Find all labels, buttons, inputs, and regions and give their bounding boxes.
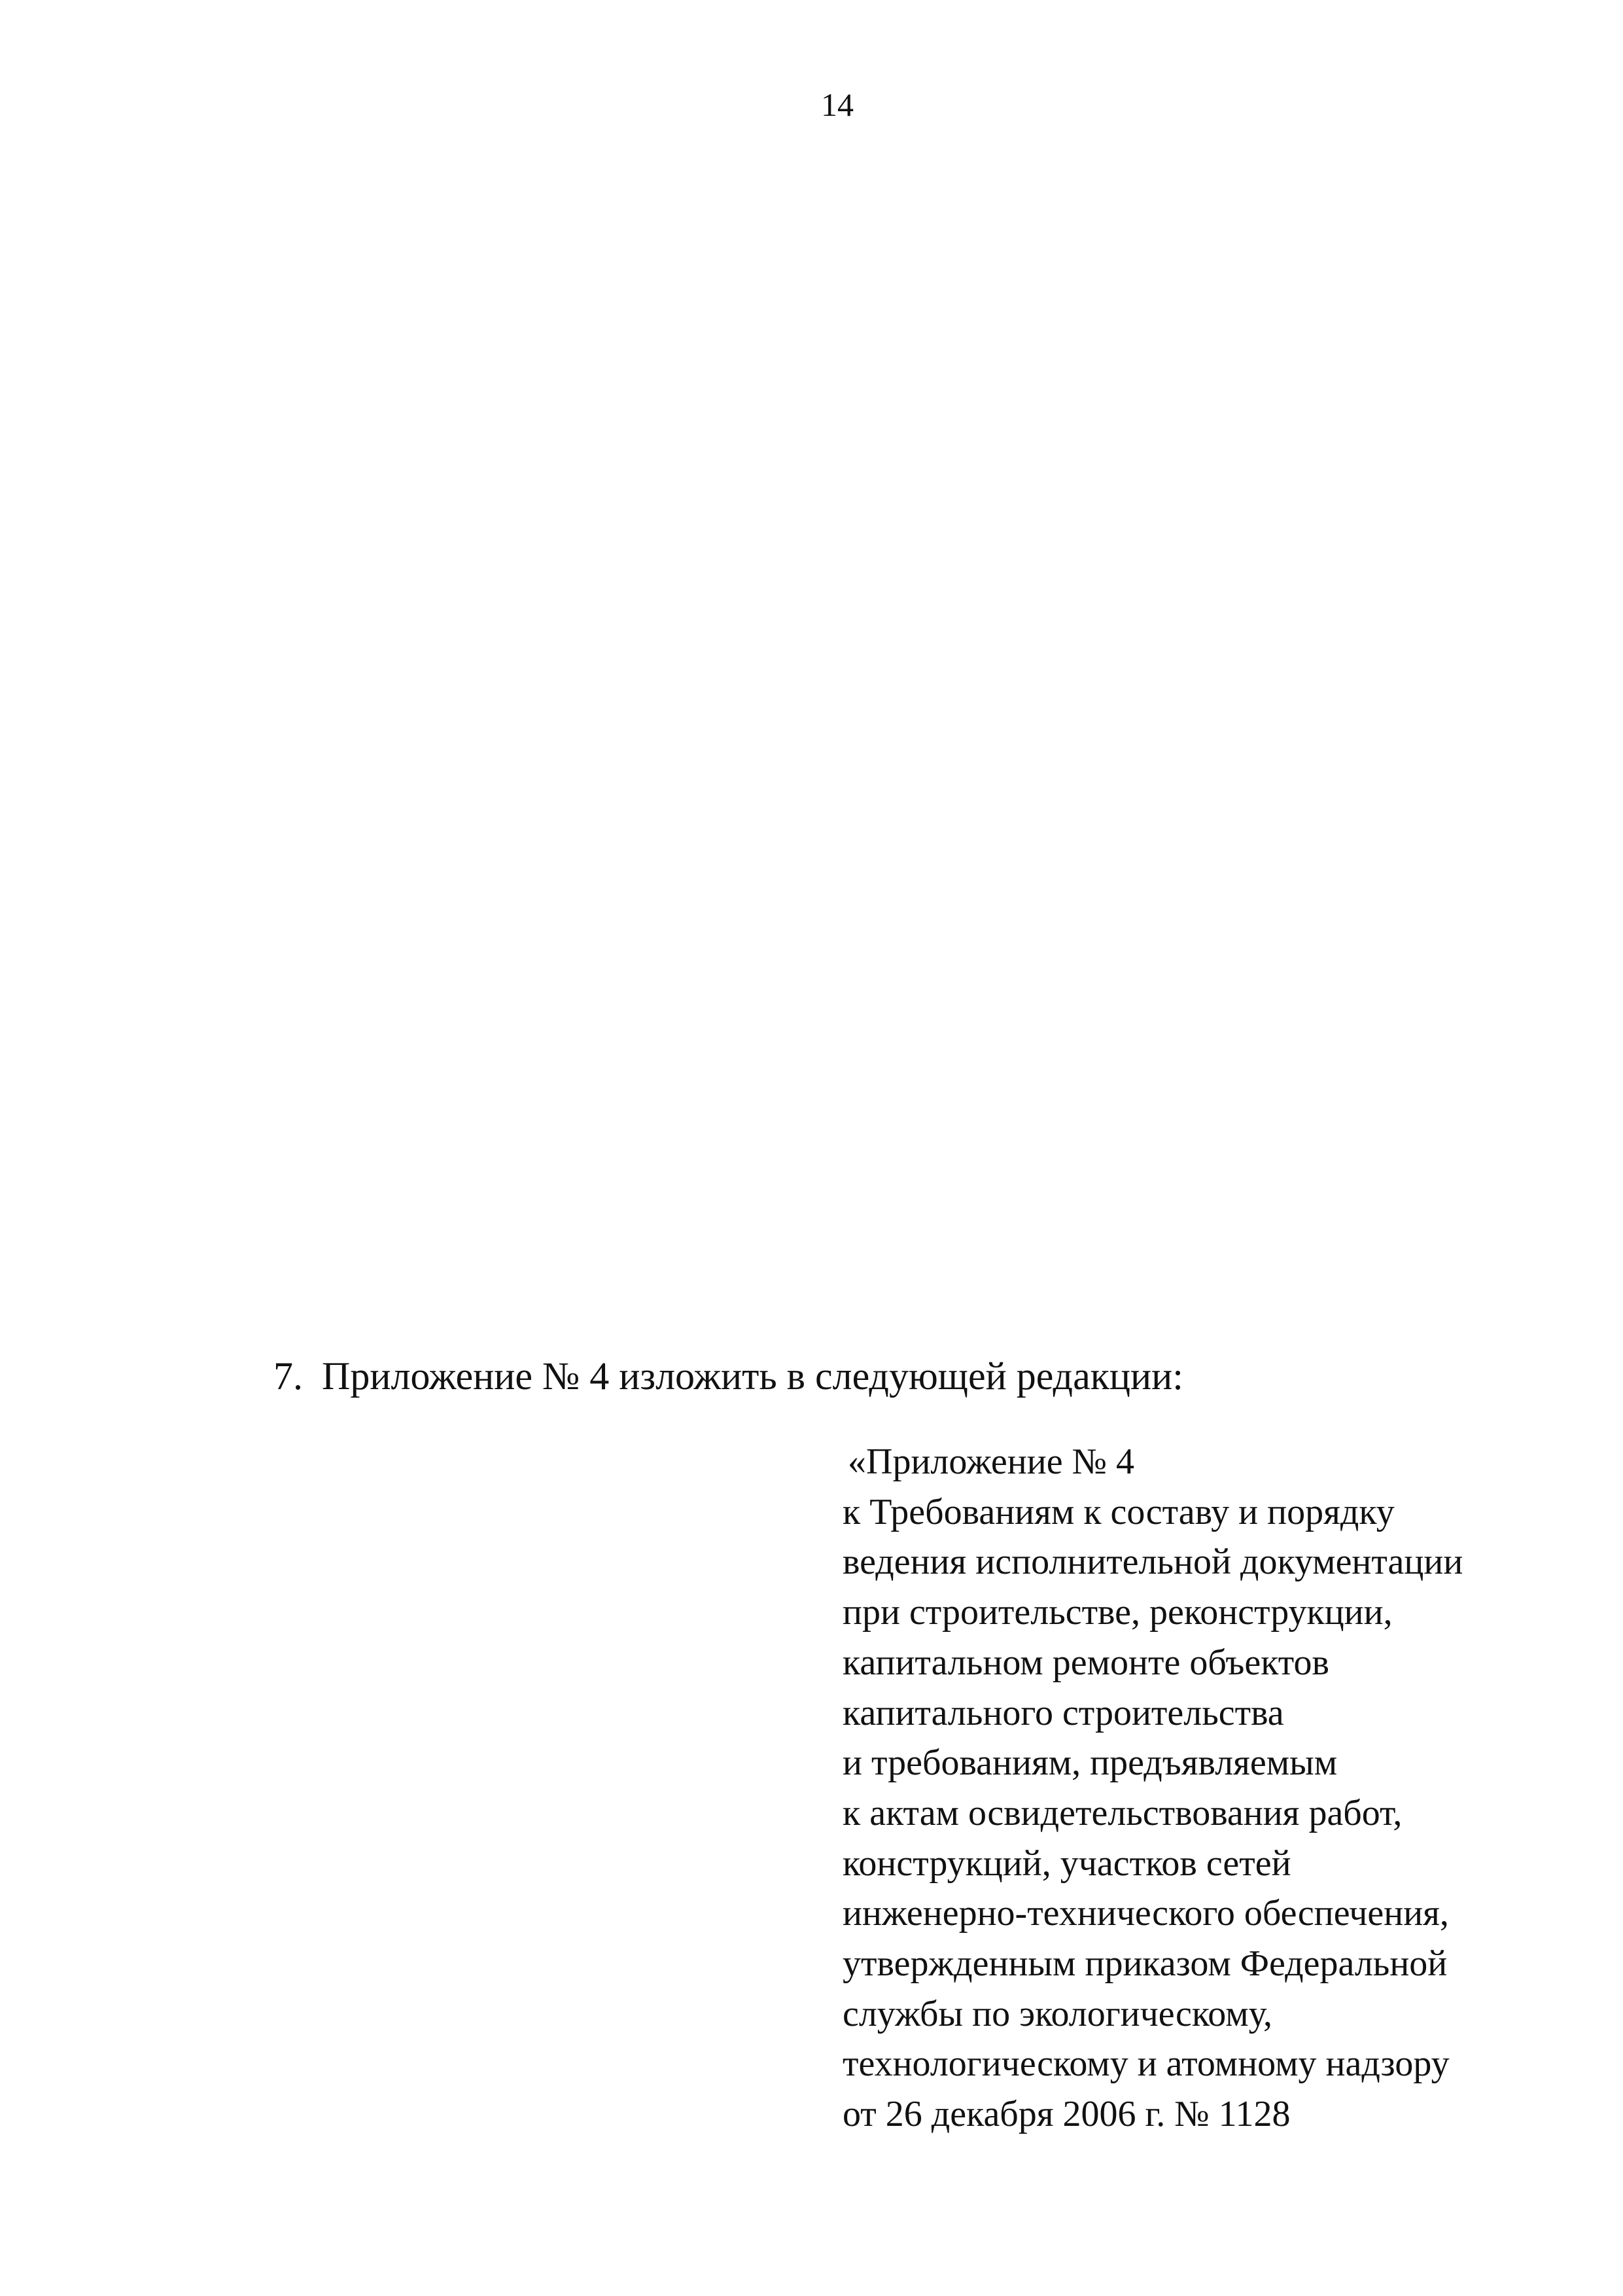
annex-line: к Требованиям к составу и порядку [843,1491,1395,1532]
paragraph-text: Приложение № 4 изложить в следующей редакции: [322,1354,1183,1398]
annex-line: капитальном ремонте объектов [843,1642,1329,1683]
annex-line: технологическому и атомному надзору [843,2043,1450,2085]
annex-line: и требованиям, предъявляемым [843,1742,1338,1784]
annex-line: службы по экологическому, [843,1993,1273,2034]
annex-line: ведения исполнительной документации [843,1542,1463,1583]
annex-header [843,1437,1463,2140]
annex-line: «Приложение № 4 [848,1441,1134,1482]
paragraph-7 [273,1351,1183,1401]
page-number: 14 [821,86,854,123]
annex-line: инженерно-технического обеспечения, [843,1893,1449,1934]
annex-line: конструкций, участков сетей [843,1843,1291,1884]
paragraph-number: 7. [273,1354,303,1398]
annex-line: при строительстве, реконструкции, [843,1592,1393,1633]
annex-line: от 26 декабря 2006 г. № 1128 [843,2094,1291,2135]
annex-line: к актам освидетельствования работ, [843,1792,1403,1833]
annex-line: капитального строительства [843,1692,1284,1733]
annex-line: утвержденным приказом Федеральной [843,1943,1448,1985]
